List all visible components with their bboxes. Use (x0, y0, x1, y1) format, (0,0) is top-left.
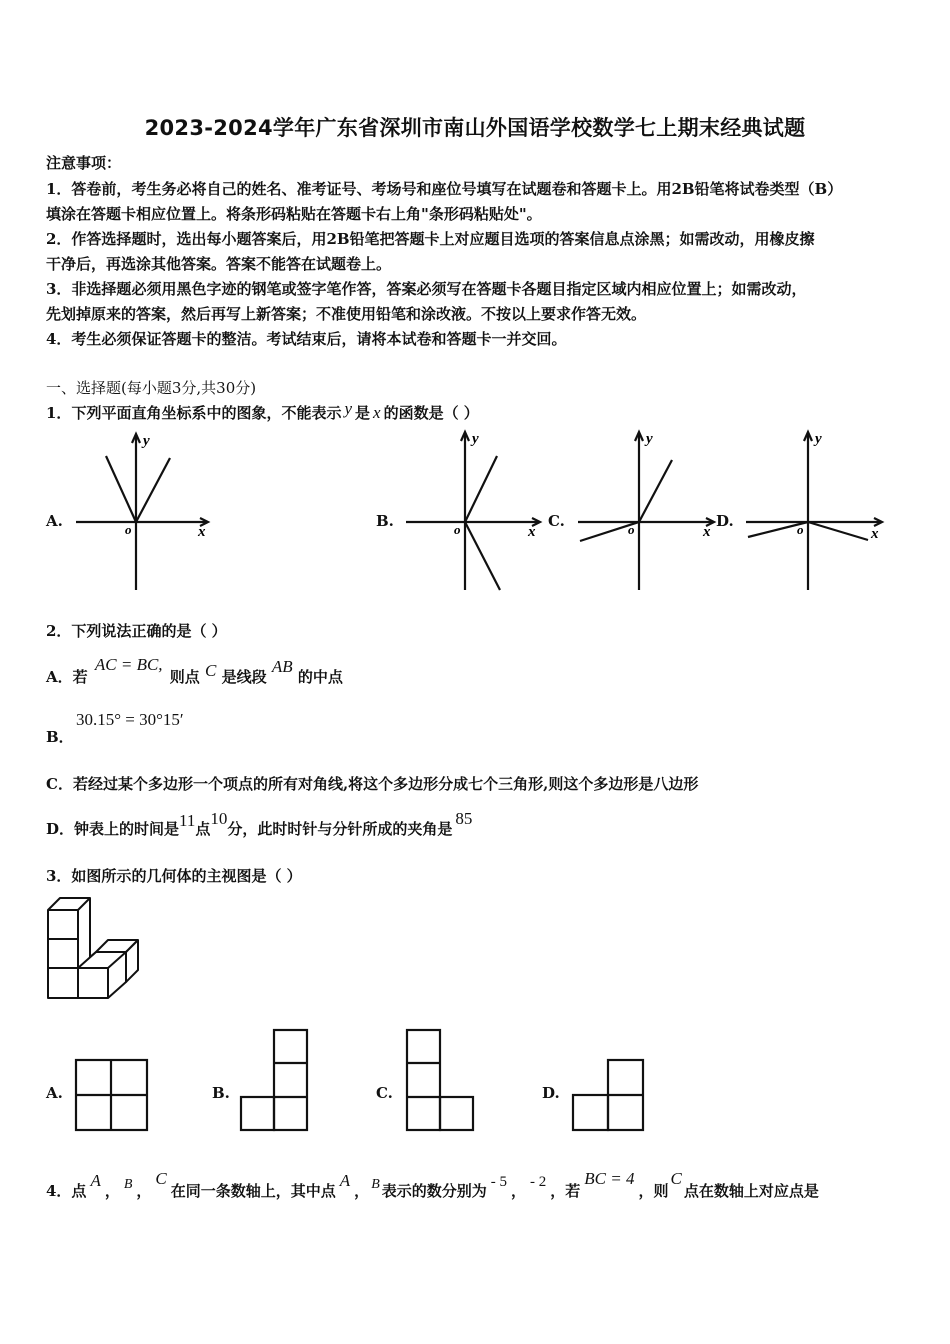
var-x: x (373, 403, 381, 422)
axis-label-x: x (703, 524, 711, 540)
angle-value: 85 (455, 809, 473, 828)
axis-label-x: x (528, 524, 536, 540)
q3-option-a-label[interactable]: A. (46, 1084, 63, 1102)
q3-option-b-label[interactable]: B. (212, 1084, 230, 1102)
value-b: - 2 (530, 1174, 547, 1190)
expr-bc: BC = 4 (584, 1169, 635, 1188)
q3-option-d-label[interactable]: D. (542, 1084, 560, 1102)
origin-label: o (628, 522, 635, 537)
origin-label: o (797, 522, 804, 537)
question-4-stem: 4．点A， B ，C在同一条数轴上，其中点A， B 表示的数分别为 - 5 ， - 2 ，若BC = 4，则C点在数轴上对应点是 (46, 1169, 819, 1200)
axis-label-y: y (815, 431, 822, 447)
clock-hour: 11 (179, 811, 196, 830)
expr-ac-bc: AC = BC, (94, 655, 163, 674)
point-c: C (670, 1169, 682, 1188)
axis-label-x: x (871, 526, 879, 542)
origin-label: o (454, 522, 461, 537)
q1-option-a-label[interactable]: A. (46, 512, 63, 530)
notice-line: 干净后，再选涂其他答案。答案不能答在试题卷上。 (46, 255, 392, 273)
point-b: B (123, 1177, 133, 1192)
q1-option-c-label[interactable]: C. (548, 512, 565, 530)
section-heading: 一、选择题(每小题3分,共30分) (46, 379, 257, 397)
question-2-stem: 2．下列说法正确的是（ ） (46, 622, 227, 640)
q3-option-c-label[interactable]: C. (376, 1084, 393, 1102)
q1-option-d-label[interactable]: D. (716, 512, 734, 530)
axis-label-x: x (198, 524, 206, 540)
q2-option-b-label[interactable]: B． (46, 728, 74, 746)
point-c: C (155, 1169, 167, 1188)
var-y: y (344, 399, 352, 418)
value-a: - 5 (490, 1174, 508, 1190)
notice-line: 1．答卷前，考生务必将自己的姓名、准考证号、考场号和座位号填写在试题卷和答题卡上。用2B铅笔将试卷类型（B） (46, 180, 843, 198)
notice-line: 3．非选择题必须用黑色字迹的钢笔或签字笔作答，答案必须写在答题卡各题目指定区域内相应位置上；如需改动， (46, 280, 807, 298)
q2-option-d[interactable]: D．钟表上的时间是11点10分，此时时针与分针所成的夹角是85 (46, 809, 473, 838)
point-b: B (371, 1177, 380, 1192)
notice-line: 填涂在答题卡相应位置上。将条形码粘贴在答题卡右上角"条形码粘贴处"。 (46, 205, 542, 223)
origin-label: o (125, 522, 132, 537)
notice-line: 4．考生必须保证答题卡的整洁。考试结束后，请将本试卷和答题卡一并交回。 (46, 330, 567, 348)
q2-option-c[interactable]: C．若经过某个多边形一个项点的所有对角线,将这个多边形分成七个三角形,则这个多边形是八边形 (46, 775, 699, 793)
axis-label-y: y (472, 431, 479, 447)
question-1-stem: 1．下列平面直角坐标系中的图象，不能表示 y 是 x 的函数是（ ） (46, 399, 479, 422)
page-title: 2023-2024学年广东省深圳市南山外国语学校数学七上期末经典试题 (144, 116, 806, 140)
question-3-stem: 3．如图所示的几何体的主视图是（ ） (46, 867, 302, 885)
point-a: A (90, 1171, 101, 1190)
notice-line: 2．作答选择题时，选出每小题答案后，用2B铅笔把答题卡上对应题目选项的答案信息点涂黑；如需改动，用橡皮擦 (46, 230, 815, 248)
point-a: A (339, 1171, 351, 1190)
var-c: C (205, 661, 217, 680)
q2-option-a[interactable]: A．若 AC = BC, 则点 C 是线段 AB 的中点 (46, 655, 343, 686)
var-ab: AB (271, 657, 293, 676)
q2-option-b-expr: 30.15° = 30°15′ (76, 710, 184, 729)
notice-line: 先划掉原来的答案，然后再写上新答案；不准使用铅笔和涂改液。不按以上要求作答无效。 (46, 305, 647, 323)
clock-minute: 10 (210, 809, 228, 828)
q1-option-b-label[interactable]: B. (376, 512, 394, 530)
axis-label-y: y (143, 433, 150, 449)
axis-label-y: y (646, 431, 653, 447)
notice-heading: 注意事项： (46, 154, 122, 172)
